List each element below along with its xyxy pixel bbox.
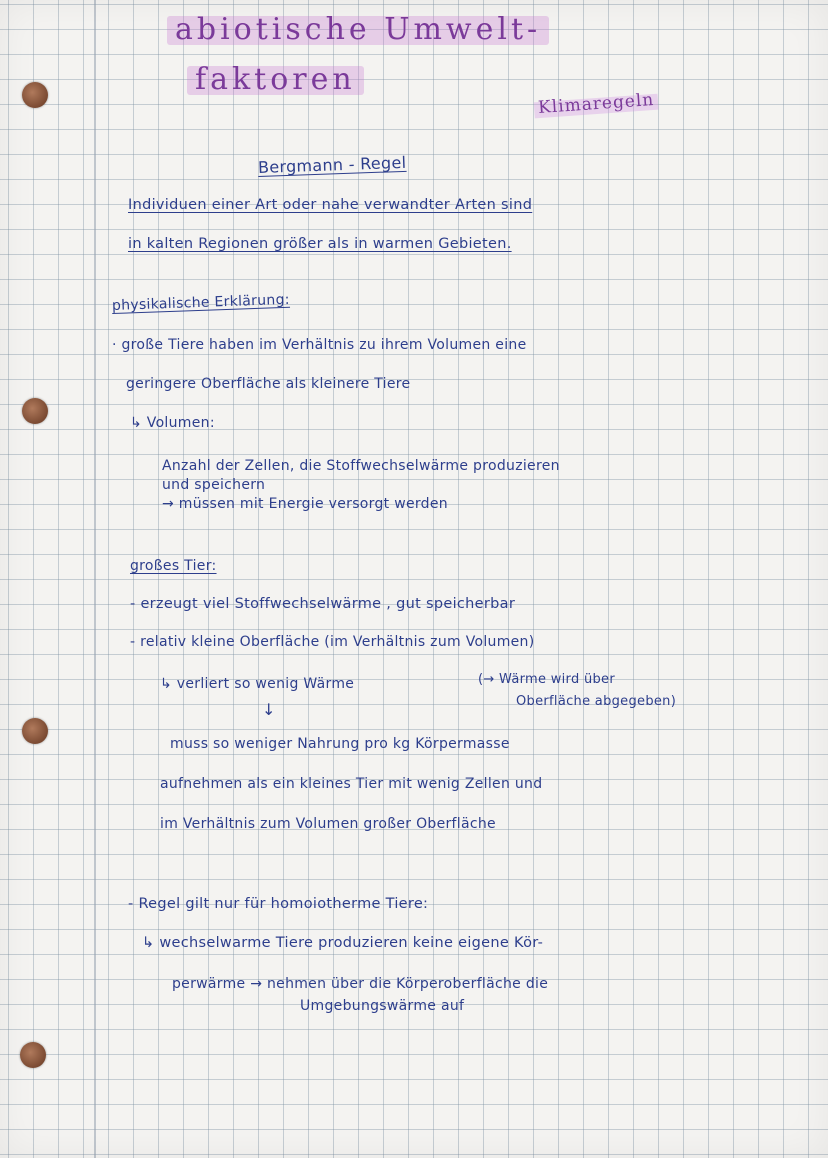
margin-line (94, 0, 96, 1158)
rule-scope-sub: Umgebungswärme auf (300, 998, 465, 1014)
rule-scope-sub: ↳ wechselwarme Tiere produzieren keine eigene Kör- (142, 935, 544, 951)
conclusion-line: im Verhältnis zum Volumen großer Oberfläche (160, 816, 496, 832)
punch-hole (22, 398, 48, 424)
explanation-heading: physikalische Erklärung: (111, 291, 291, 314)
page-title-line-2: faktoren (195, 62, 356, 97)
side-note-line: (→ Wärme wird über (478, 672, 615, 687)
volume-line: → müssen mit Energie versorgt werden (162, 496, 448, 512)
big-animal-heading: großes Tier: (130, 558, 217, 574)
side-note-line: Oberfläche abgegeben) (516, 694, 677, 709)
topic-tag: Klimaregeln (537, 90, 654, 118)
punch-hole (20, 1042, 46, 1068)
big-animal-item: - relativ kleine Oberfläche (im Verhältnis zum Volumen) (130, 634, 535, 650)
explanation-line: geringere Oberfläche als kleinere Tiere (126, 376, 411, 392)
big-animal-item: ↳ verliert so wenig Wärme (160, 676, 355, 692)
explanation-line: ↳ Volumen: (130, 415, 215, 431)
section-heading: Bergmann - Regel (257, 152, 407, 177)
conclusion-line: muss so weniger Nahrung pro kg Körpermasse (170, 736, 510, 752)
definition-line: in kalten Regionen größer als in warmen Gebieten. (128, 236, 512, 252)
punch-hole (22, 82, 48, 108)
punch-hole (22, 718, 48, 744)
down-arrow-icon: ↓ (262, 700, 276, 719)
explanation-line: · große Tiere haben im Verhältnis zu ihrem Volumen eine (112, 337, 527, 353)
volume-line: und speichern (162, 477, 266, 493)
page-title-line-1: abiotische Umwelt- (175, 12, 541, 47)
rule-scope-sub: perwärme → nehmen über die Körperoberfläche die (172, 976, 549, 992)
rule-scope-line: - Regel gilt nur für homoiotherme Tiere: (128, 896, 429, 912)
big-animal-item: - erzeugt viel Stoffwechselwärme , gut speicherbar (130, 596, 516, 612)
definition-line: Individuen einer Art oder nahe verwandter Arten sind (128, 197, 533, 213)
volume-line: Anzahl der Zellen, die Stoffwechselwärme produzieren (162, 458, 560, 474)
conclusion-line: aufnehmen als ein kleines Tier mit wenig Zellen und (160, 776, 543, 792)
